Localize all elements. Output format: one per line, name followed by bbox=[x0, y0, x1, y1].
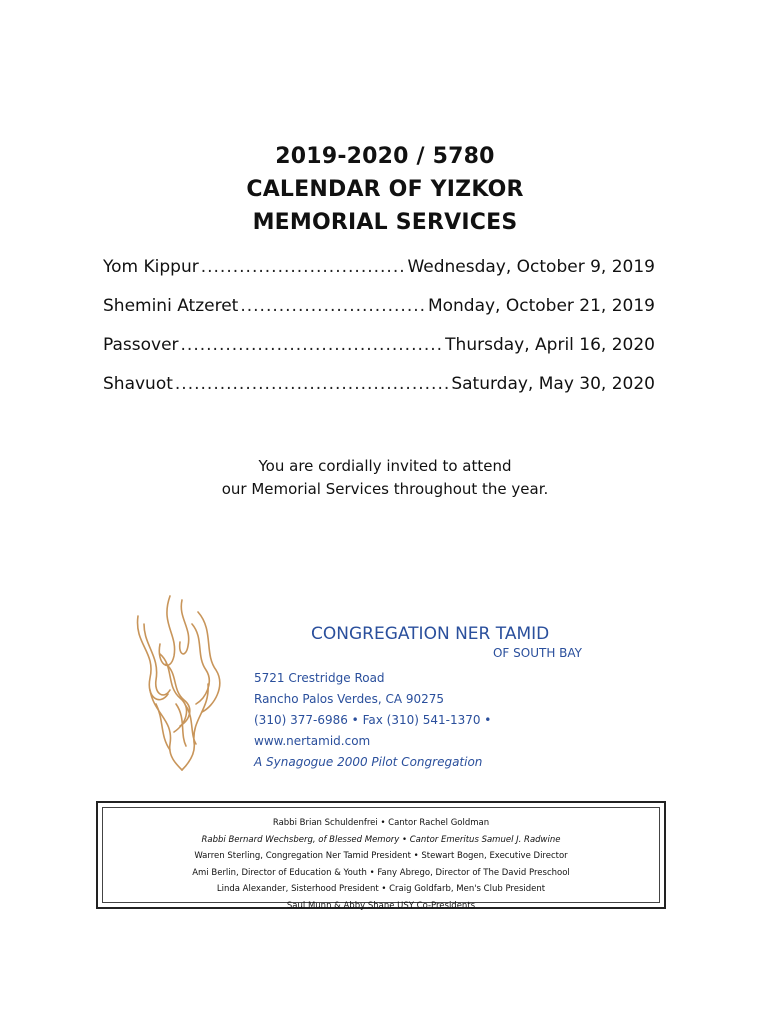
dot-leader bbox=[175, 374, 449, 394]
staff-line-6: Saul Munn & Abby Shane USY Co-Presidents bbox=[286, 900, 476, 911]
staff-listing-box bbox=[96, 801, 666, 909]
phone-fax: (310) 377-6986 • Fax (310) 541-1370 • bbox=[254, 713, 492, 727]
congregation-name: CONGREGATION NER TAMID bbox=[311, 624, 550, 644]
service-name: Yom Kippur bbox=[103, 257, 199, 277]
service-date: Saturday, May 30, 2020 bbox=[451, 374, 655, 394]
service-name: Shemini Atzeret bbox=[103, 296, 239, 316]
invitation-line-1: You are cordially invited to attend bbox=[258, 457, 512, 475]
congregation-subtitle: OF SOUTH BAY bbox=[492, 646, 582, 660]
congregation-info bbox=[254, 624, 594, 773]
staff-line-5: Linda Alexander, Sisterhood President • Craig Goldfarb, Men's Club President bbox=[216, 884, 546, 894]
title-line-1: 2019-2020 / 5780 bbox=[275, 144, 495, 169]
service-schedule bbox=[103, 257, 655, 413]
invitation-line-2: our Memorial Services throughout the year. bbox=[221, 480, 549, 498]
dot-leader bbox=[201, 257, 406, 277]
staff-line-2: Rabbi Bernard Wechsberg, of Blessed Memory • Cantor Emeritus Samuel J. Radwine bbox=[201, 834, 561, 845]
service-date: Wednesday, October 9, 2019 bbox=[407, 257, 655, 277]
staff-line-1: Rabbi Brian Schuldenfrei • Cantor Rachel Goldman bbox=[272, 818, 490, 828]
dot-leader bbox=[181, 335, 444, 355]
flame-icon bbox=[130, 594, 230, 774]
service-row-shavuot bbox=[103, 374, 655, 413]
service-name: Shavuot bbox=[103, 374, 173, 394]
title-line-3: MEMORIAL SERVICES bbox=[252, 210, 518, 235]
invitation-text bbox=[0, 455, 770, 501]
service-date: Thursday, April 16, 2020 bbox=[445, 335, 655, 355]
page-title bbox=[0, 140, 770, 239]
service-row-passover bbox=[103, 335, 655, 374]
service-row-shemini-atzeret bbox=[103, 296, 655, 335]
address-line-1: 5721 Crestridge Road bbox=[254, 671, 385, 685]
staff-line-3: Warren Sterling, Congregation Ner Tamid President • Stewart Bogen, Executive Director bbox=[194, 851, 568, 861]
service-name: Passover bbox=[103, 335, 179, 355]
title-line-2: CALENDAR OF YIZKOR bbox=[246, 177, 524, 202]
tagline: A Synagogue 2000 Pilot Congregation bbox=[254, 755, 483, 769]
service-row-yom-kippur bbox=[103, 257, 655, 296]
address-line-2: Rancho Palos Verdes, CA 90275 bbox=[254, 692, 445, 706]
website-link[interactable]: www.nertamid.com bbox=[254, 734, 371, 748]
dot-leader bbox=[240, 296, 426, 316]
service-date: Monday, October 21, 2019 bbox=[427, 296, 655, 316]
staff-line-4: Ami Berlin, Director of Education & Youth • Fany Abrego, Director of The David Preschool bbox=[192, 867, 570, 878]
